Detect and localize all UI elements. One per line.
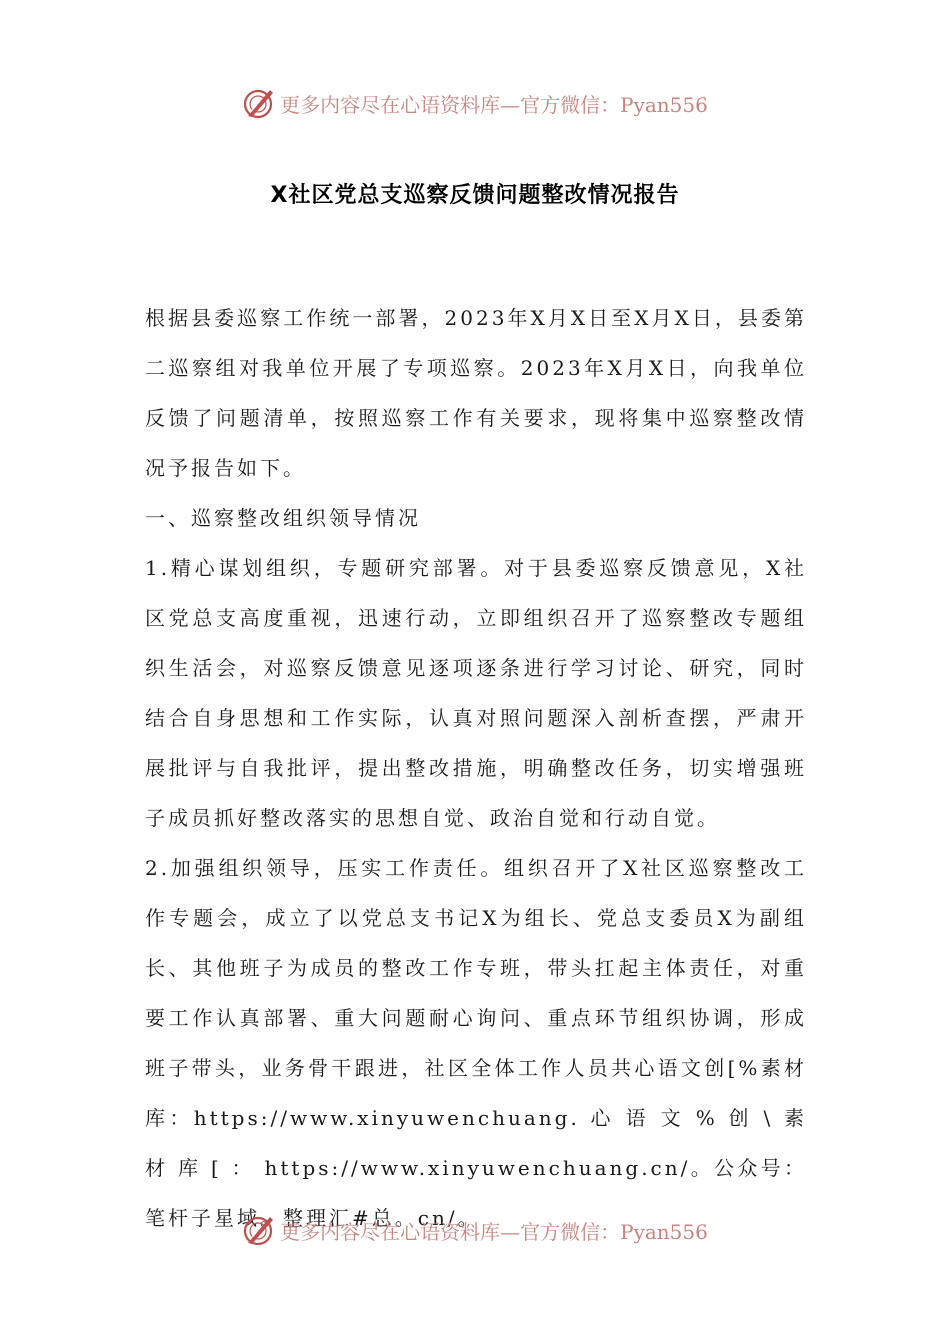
section-heading-1: 一、巡察整改组织领导情况 [145, 506, 421, 530]
quill-seal-icon [242, 1213, 276, 1247]
header-banner-text: 更多内容尽在心语资料库—官方微信：Pyan556 [280, 92, 708, 117]
paragraph-item-1: 1.精心谋划组织，专题研究部署。对于县委巡察反馈意见，X社区党总支高度重视，迅速行动，立即组织召开了巡察整改专题组织生活会，对巡察反馈意见逐项逐条进行学习讨论、研究，同时结合自身思想和工作实际，认真对照问题深入剖析查摆，严肃开展批评与自我批评，提出整改措施，明确整改任务，切实增强班子成员抓好整改落实的思想自觉、政治自觉和行动自觉。 [145, 556, 807, 830]
paragraph-intro: 根据县委巡察工作统一部署，2023年X月X日至X月X日，县委第二巡察组对我单位开展了专项巡察。2023年X月X日，向我单位反馈了问题清单，按照巡察工作有关要求，现将集中巡察整改情况予报告如下。 [145, 306, 807, 480]
footer-banner [0, 1210, 950, 1250]
document-title: X社区党总支巡察反馈问题整改情况报告 [270, 183, 680, 208]
document-body [145, 293, 807, 1243]
quill-seal-icon [242, 86, 276, 120]
header-banner [0, 83, 950, 123]
paragraph-item-2: 2.加强组织领导，压实工作责任。组织召开了X社区巡察整改工作专题会，成立了以党总支书记X为组长、党总支委员X为副组长、其他班子为成员的整改工作专班，带头扛起主体责任，对重要工作认真部署、重大问题耐心询问、重点环节组织协调，形成班子带头，业务骨干跟进，社区全体工作人员共心语文创[%素材库：https://www.xinyuwenchuang. 心 语 文 % 创 \ 素 材 库 [ ： https://www.xinyuwenchuang.cn/。公众号：笔杆子星域。整理汇#总。cn/。 [145, 856, 807, 1230]
footer-banner-text: 更多内容尽在心语资料库—官方微信：Pyan556 [280, 1219, 708, 1244]
